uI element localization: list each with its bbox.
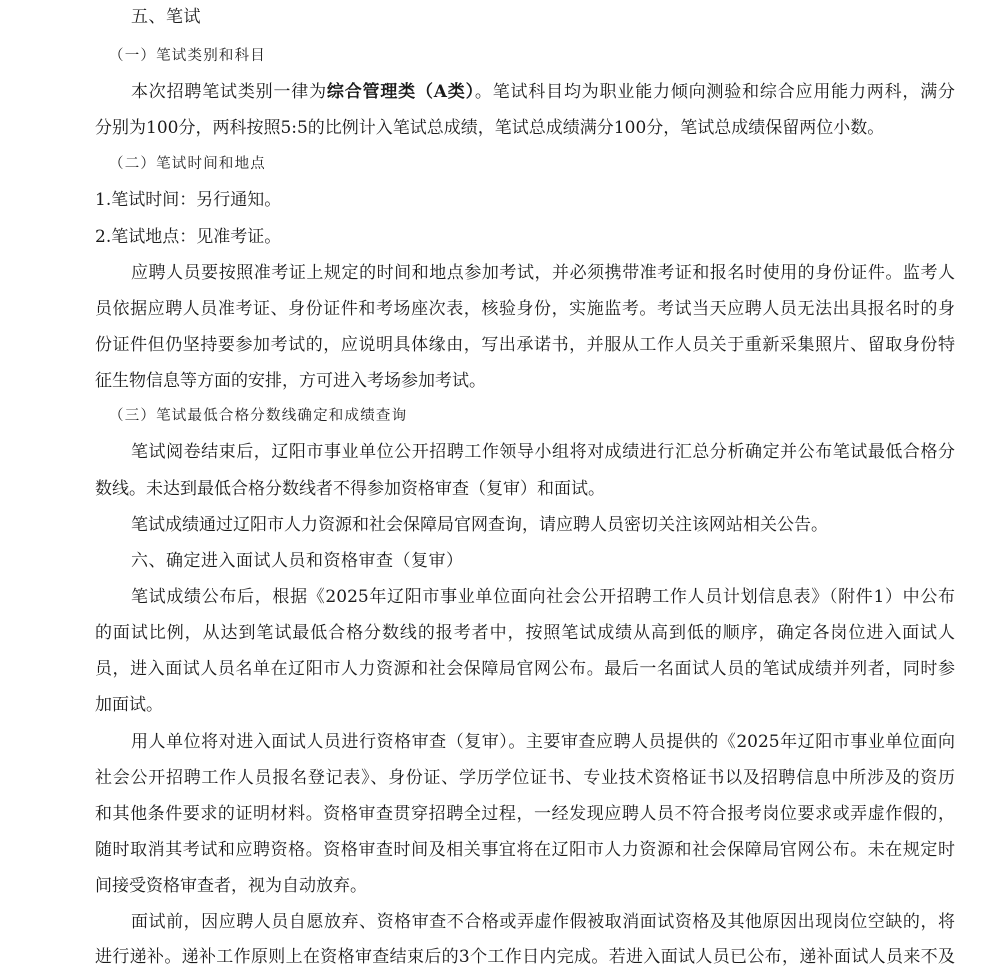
paragraph-qualification-line-3: 和其他条件要求的证明材料。资格审查贯穿招聘全过程，一经发现应聘人员不符合报考岗位要求或弄虚作假的，: [95, 804, 955, 824]
text-fragment: 。笔试科目均为职业能力倾向测验和综合应用能力两科，满分: [474, 82, 956, 102]
paragraph-cutoff-line-2: 数线。未达到最低合格分数线者不得参加资格审查（复审）和面试。: [95, 479, 605, 499]
paragraph-exam-rules-line-1: 应聘人员要按照准考证上规定的时间和地点参加考试，并必须携带准考证和报名时使用的身份证件。监考人: [131, 263, 955, 283]
paragraph-qualification-line-2: 社会公开招聘工作人员报名登记表》、身份证、学历学位证书、专业技术资格证书以及招聘信息中所涉及的资历: [95, 768, 955, 788]
paragraph-exam-category-line-2: 分别为100分，两科按照5:5的比例计入笔试总成绩，笔试总成绩满分100分，笔试总成绩保留两位小数。: [95, 118, 885, 138]
exam-place-line: 2.笔试地点：见准考证。: [95, 227, 282, 247]
paragraph-qualification-line-5: 间接受资格审查者，视为自动放弃。: [95, 876, 367, 896]
paragraph-qualification-line-1: 用人单位将对进入面试人员进行资格审查（复审）。主要审查应聘人员提供的《2025年辽阳市事业单位面向: [131, 732, 955, 752]
exam-time-line: 1.笔试时间：另行通知。: [95, 190, 282, 210]
bold-category: 综合管理类（A类）: [326, 82, 475, 102]
paragraph-substitution-line-1: 面试前，因应聘人员自愿放弃、资格审查不合格或弄虚作假被取消面试资格及其他原因出现岗位空缺的，将: [131, 912, 955, 932]
section-5-heading: 五、笔试: [131, 7, 201, 27]
paragraph-substitution-line-2: 进行递补。递补工作原则上在资格审查结束后的3个工作日内完成。若进入面试人员已公布，递补面试人员来不及: [95, 947, 955, 967]
subsection-2-heading: （二）笔试时间和地点: [109, 156, 266, 172]
paragraph-exam-rules-line-2: 员依据应聘人员准考证、身份证件和考场座次表，核验身份，实施监考。考试当天应聘人员无法出具报名时的身: [95, 299, 955, 319]
section-6-heading: 六、确定进入面试人员和资格审查（复审）: [131, 551, 464, 571]
paragraph-cutoff-line-1: 笔试阅卷结束后，辽阳市事业单位公开招聘工作领导小组将对成绩进行汇总分析确定并公布笔试最低合格分: [131, 442, 955, 462]
text-fragment: 本次招聘笔试类别一律为: [131, 82, 327, 102]
paragraph-interview-line-3: 员，进入面试人员名单在辽阳市人力资源和社会保障局官网公布。最后一名面试人员的笔试成绩并列者，同时参: [95, 659, 955, 679]
paragraph-interview-line-1: 笔试成绩公布后，根据《2025年辽阳市事业单位面向社会公开招聘工作人员计划信息表》（附件1）中公布: [131, 587, 955, 607]
paragraph-exam-rules-line-4: 征生物信息等方面的安排，方可进入考场参加考试。: [95, 371, 486, 391]
paragraph-exam-rules-line-3: 份证件但仍坚持要参加考试的，应说明具体缘由，写出承诺书，并服从工作人员关于重新采集照片、留取身份特: [95, 335, 955, 355]
paragraph-interview-line-2: 的面试比例，从达到笔试最低合格分数线的报考者中，按照笔试成绩从高到低的顺序，确定各岗位进入面试人: [95, 623, 955, 643]
paragraph-interview-line-4: 加面试。: [95, 695, 163, 715]
subsection-1-heading: （一）笔试类别和科目: [109, 48, 266, 64]
subsection-3-heading: （三）笔试最低合格分数线确定和成绩查询: [109, 408, 408, 424]
paragraph-exam-category-line-1: [131, 81, 955, 103]
paragraph-score-query: 笔试成绩通过辽阳市人力资源和社会保障局官网查询，请应聘人员密切关注该网站相关公告。: [131, 515, 828, 535]
paragraph-qualification-line-4: 随时取消其考试和应聘资格。资格审查时间及相关事宜将在辽阳市人力资源和社会保障局官网公布。未在规定时: [95, 840, 955, 860]
